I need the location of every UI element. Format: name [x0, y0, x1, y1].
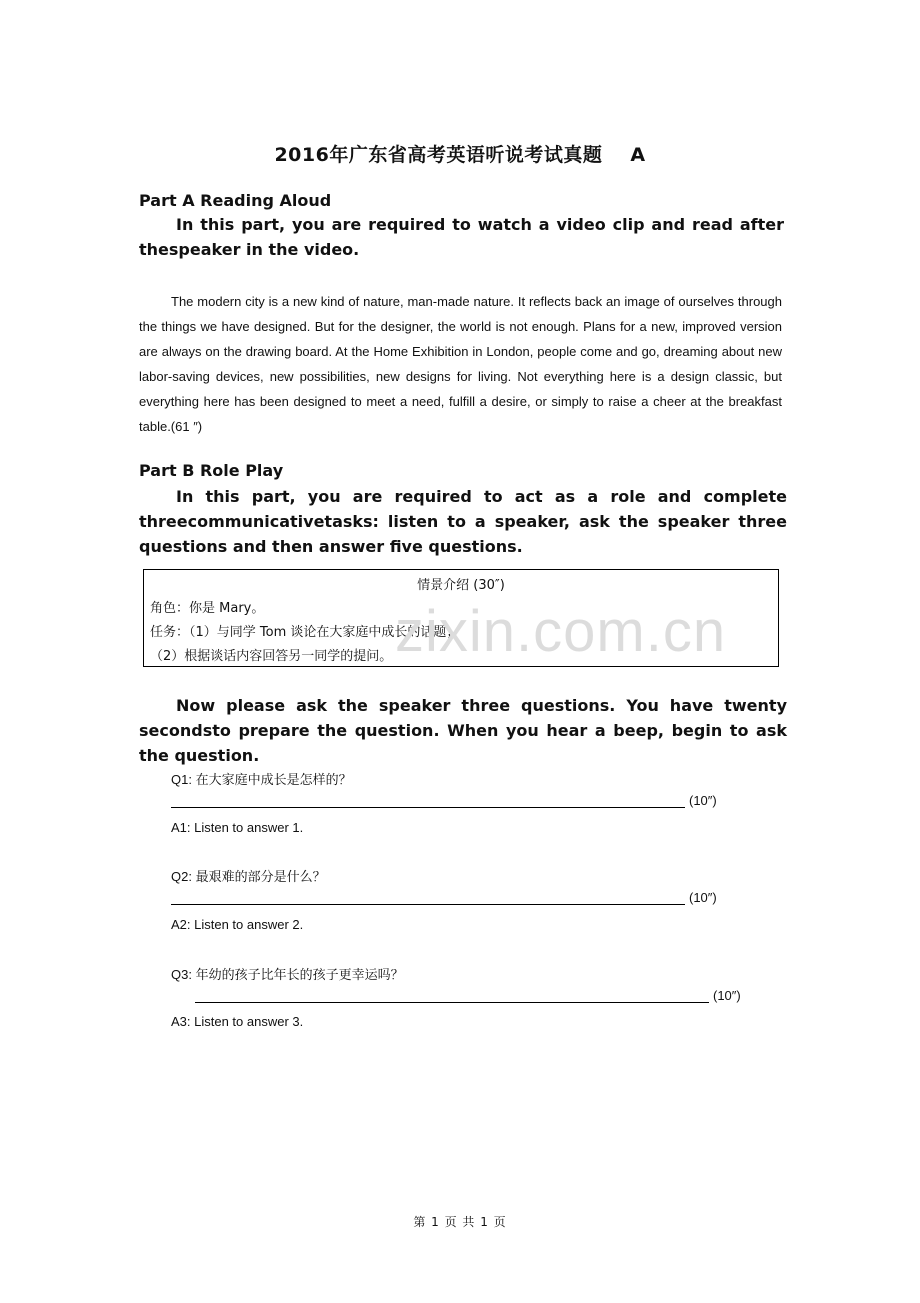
ask-instruction: Now please ask the speaker three questions. You have twenty secondsto prepare the question. When you hear a beep, begin to ask the question.: [139, 696, 787, 765]
answer-line-1: [171, 807, 685, 808]
question-2-time: (10″): [689, 890, 717, 905]
question-3-time: (10″): [713, 988, 741, 1003]
answer-line-3: [195, 1002, 709, 1003]
part-a-instruction: In this part, you are required to watch a video clip and read after thespeaker in the video.: [139, 215, 784, 259]
part-b-heading: Part B Role Play: [139, 461, 284, 480]
scenario-task-1: 任务：（1）与同学 Tom 谈论在大家庭中成长的话题；: [150, 625, 460, 640]
scenario-role: 角色：你是 Mary。: [150, 601, 265, 616]
title-main: 2016年广东省高考英语听说考试真题: [274, 144, 603, 166]
part-b-instruction: In this part, you are required to act as a role and complete threecommunicativetasks: listen to a speaker, ask the speaker three questions and then answer five questions.: [139, 487, 787, 556]
scenario-task-2: （2）根据谈话内容回答另一同学的提问。: [150, 649, 393, 664]
part-a-heading: Part A Reading Aloud: [139, 191, 332, 210]
answer-line-2: [171, 904, 685, 905]
answer-1: A1: Listen to answer 1.: [171, 820, 304, 835]
question-1: Q1: 在大家庭中成长是怎样的？: [171, 772, 352, 787]
scenario-title: 情景介绍 (30″): [417, 578, 505, 593]
answer-2: A2: Listen to answer 2.: [171, 917, 304, 932]
answer-3: A3: Listen to answer 3.: [171, 1014, 304, 1029]
document-title: [0, 140, 920, 167]
question-2: Q2: 最艰难的部分是什么？: [171, 869, 326, 884]
page-footer: 第 1 页 共 1 页: [413, 1215, 507, 1229]
title-suffix: A: [630, 144, 646, 166]
question-1-time: (10″): [689, 793, 717, 808]
question-3: Q3: 年幼的孩子比年长的孩子更幸运吗？: [171, 967, 404, 982]
watermark: zixin.com.cn: [395, 599, 727, 664]
reading-passage: The modern city is a new kind of nature, man-made nature. It reflects back an image of ourselves through the things we have designed. But for the designer, the world is not enough. Plans for a new, improved version are always on the drawing board. At the Home Exhibition in London, people come and go, dreaming about new labor-saving devices, new possibilities, new designs for living. Not everything here is a design classic, but everything here has been designed to meet a need, fulfill a desire, or simply to raise a cheer at the breakfast table.(61 ″): [139, 294, 782, 434]
